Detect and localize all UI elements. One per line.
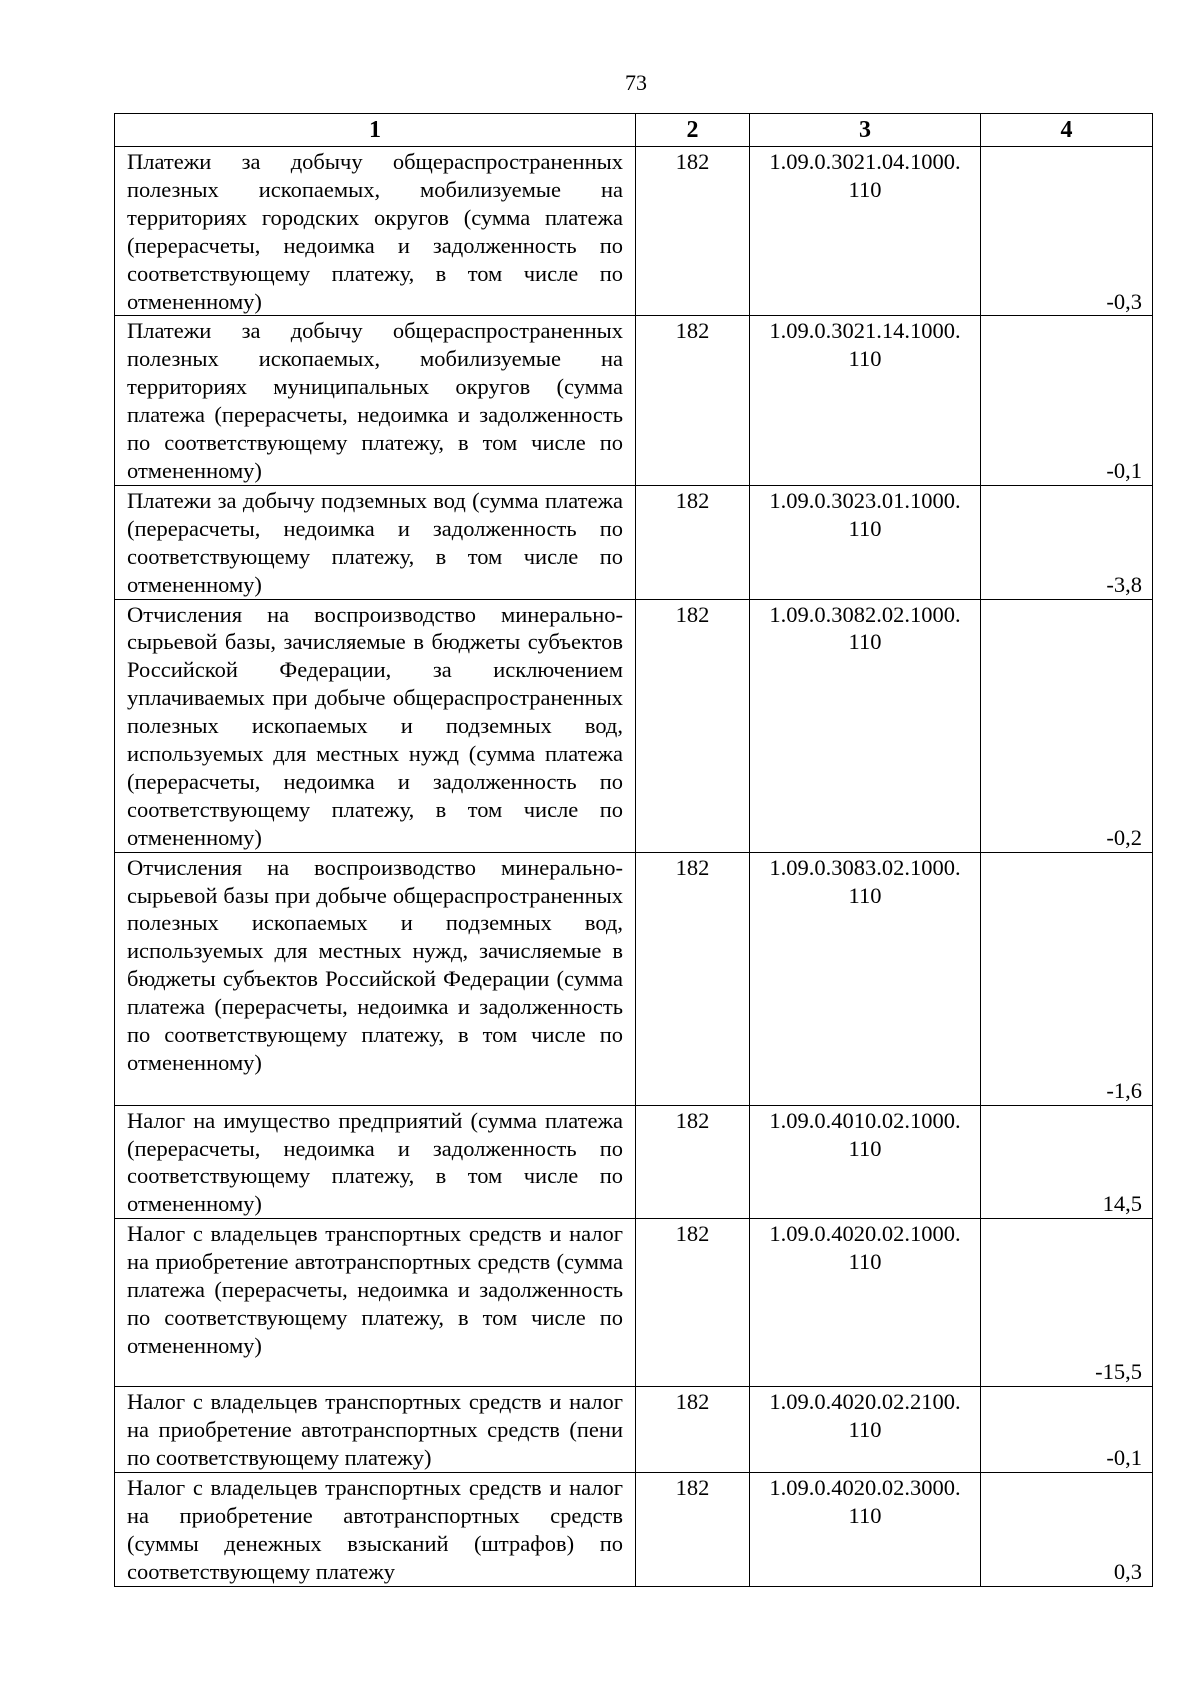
row-kbk-code: 1.09.0.3082.02.1000. 110 <box>750 599 981 852</box>
table-header <box>115 114 1153 147</box>
header-col-3: 3 <box>750 114 981 147</box>
row-description: Налог с владельцев транспортных средств и налог на приобретение автотранспортных средств (пени по соответствующему платежу) <box>115 1387 636 1473</box>
row-admin-code: 182 <box>636 1473 750 1587</box>
table-row <box>115 485 1153 599</box>
table-row <box>115 316 1153 485</box>
row-kbk-code: 1.09.0.4020.02.3000. 110 <box>750 1473 981 1587</box>
table-row <box>115 147 1153 316</box>
row-description: Платежи за добычу общераспространенных полезных ископаемых, мобилизуемые на территориях городских округов (сумма платежа (перерасчеты, недоимка и задолженность по соответствующему платежу, в том числе по отмененному) <box>115 147 636 316</box>
table-row <box>115 599 1153 852</box>
row-amount: -15,5 <box>981 1219 1153 1387</box>
table-row <box>115 1105 1153 1219</box>
row-admin-code: 182 <box>636 316 750 485</box>
page-number: 73 <box>625 70 647 95</box>
row-amount: -0,1 <box>981 1387 1153 1473</box>
row-kbk-code: 1.09.0.4020.02.2100. 110 <box>750 1387 981 1473</box>
row-description: Налог на имущество предприятий (сумма платежа (перерасчеты, недоимка и задолженность по соответствующему платежу, в том числе по отмененному) <box>115 1105 636 1219</box>
row-kbk-code: 1.09.0.3083.02.1000. 110 <box>750 852 981 1105</box>
row-admin-code: 182 <box>636 1219 750 1387</box>
row-admin-code: 182 <box>636 599 750 852</box>
row-amount: -1,6 <box>981 852 1153 1105</box>
table-row <box>115 1387 1153 1473</box>
row-kbk-code: 1.09.0.4020.02.1000. 110 <box>750 1219 981 1387</box>
header-col-4: 4 <box>981 114 1153 147</box>
row-kbk-code: 1.09.0.3021.14.1000. 110 <box>750 316 981 485</box>
budget-table <box>114 113 1153 1587</box>
row-amount: -0,2 <box>981 599 1153 852</box>
row-description: Отчисления на воспроизводство минерально-сырьевой базы, зачисляемые в бюджеты субъектов Российской Федерации, за исключением уплачиваемых при добыче общераспространенных полезных ископаемых и подземных вод, используемых для местных нужд (сумма платежа (перерасчеты, недоимка и задолженность по соответствующему платежу, в том числе по отмененному) <box>115 599 636 852</box>
header-row <box>115 114 1153 147</box>
row-kbk-code: 1.09.0.4010.02.1000. 110 <box>750 1105 981 1219</box>
row-kbk-code: 1.09.0.3023.01.1000. 110 <box>750 485 981 599</box>
row-description: Отчисления на воспроизводство минерально-сырьевой базы при добыче общераспространенных полезных ископаемых и подземных вод, используемых для местных нужд, зачисляемые в бюджеты субъектов Российской Федерации (сумма платежа (перерасчеты, недоимка и задолженность по соответствующему платежу, в том числе по отмененному) <box>115 852 636 1105</box>
table-row <box>115 1219 1153 1387</box>
row-description: Платежи за добычу общераспространенных полезных ископаемых, мобилизуемые на территориях муниципальных округов (сумма платежа (перерасчеты, недоимка и задолженность по соответствующему платежу, в том числе по отмененному) <box>115 316 636 485</box>
row-admin-code: 182 <box>636 1387 750 1473</box>
row-admin-code: 182 <box>636 1105 750 1219</box>
row-description: Платежи за добычу подземных вод (сумма платежа (перерасчеты, недоимка и задолженность по соответствующему платежу, в том числе по отмененному) <box>115 485 636 599</box>
row-admin-code: 182 <box>636 852 750 1105</box>
row-admin-code: 182 <box>636 485 750 599</box>
row-amount: -0,3 <box>981 147 1153 316</box>
row-amount: 0,3 <box>981 1473 1153 1587</box>
row-description: Налог с владельцев транспортных средств и налог на приобретение автотранспортных средств (сумма платежа (перерасчеты, недоимка и задолженность по соответствующему платежу, в том числе по отмененному) <box>115 1219 636 1387</box>
header-col-1: 1 <box>115 114 636 147</box>
row-kbk-code: 1.09.0.3021.04.1000. 110 <box>750 147 981 316</box>
row-amount: -3,8 <box>981 485 1153 599</box>
row-description: Налог с владельцев транспортных средств и налог на приобретение автотранспортных средств (суммы денежных взысканий (штрафов) по соответствующему платежу <box>115 1473 636 1587</box>
table-body <box>115 147 1153 1587</box>
row-amount: 14,5 <box>981 1105 1153 1219</box>
table-row <box>115 852 1153 1105</box>
row-admin-code: 182 <box>636 147 750 316</box>
row-amount: -0,1 <box>981 316 1153 485</box>
table-row <box>115 1473 1153 1587</box>
header-col-2: 2 <box>636 114 750 147</box>
